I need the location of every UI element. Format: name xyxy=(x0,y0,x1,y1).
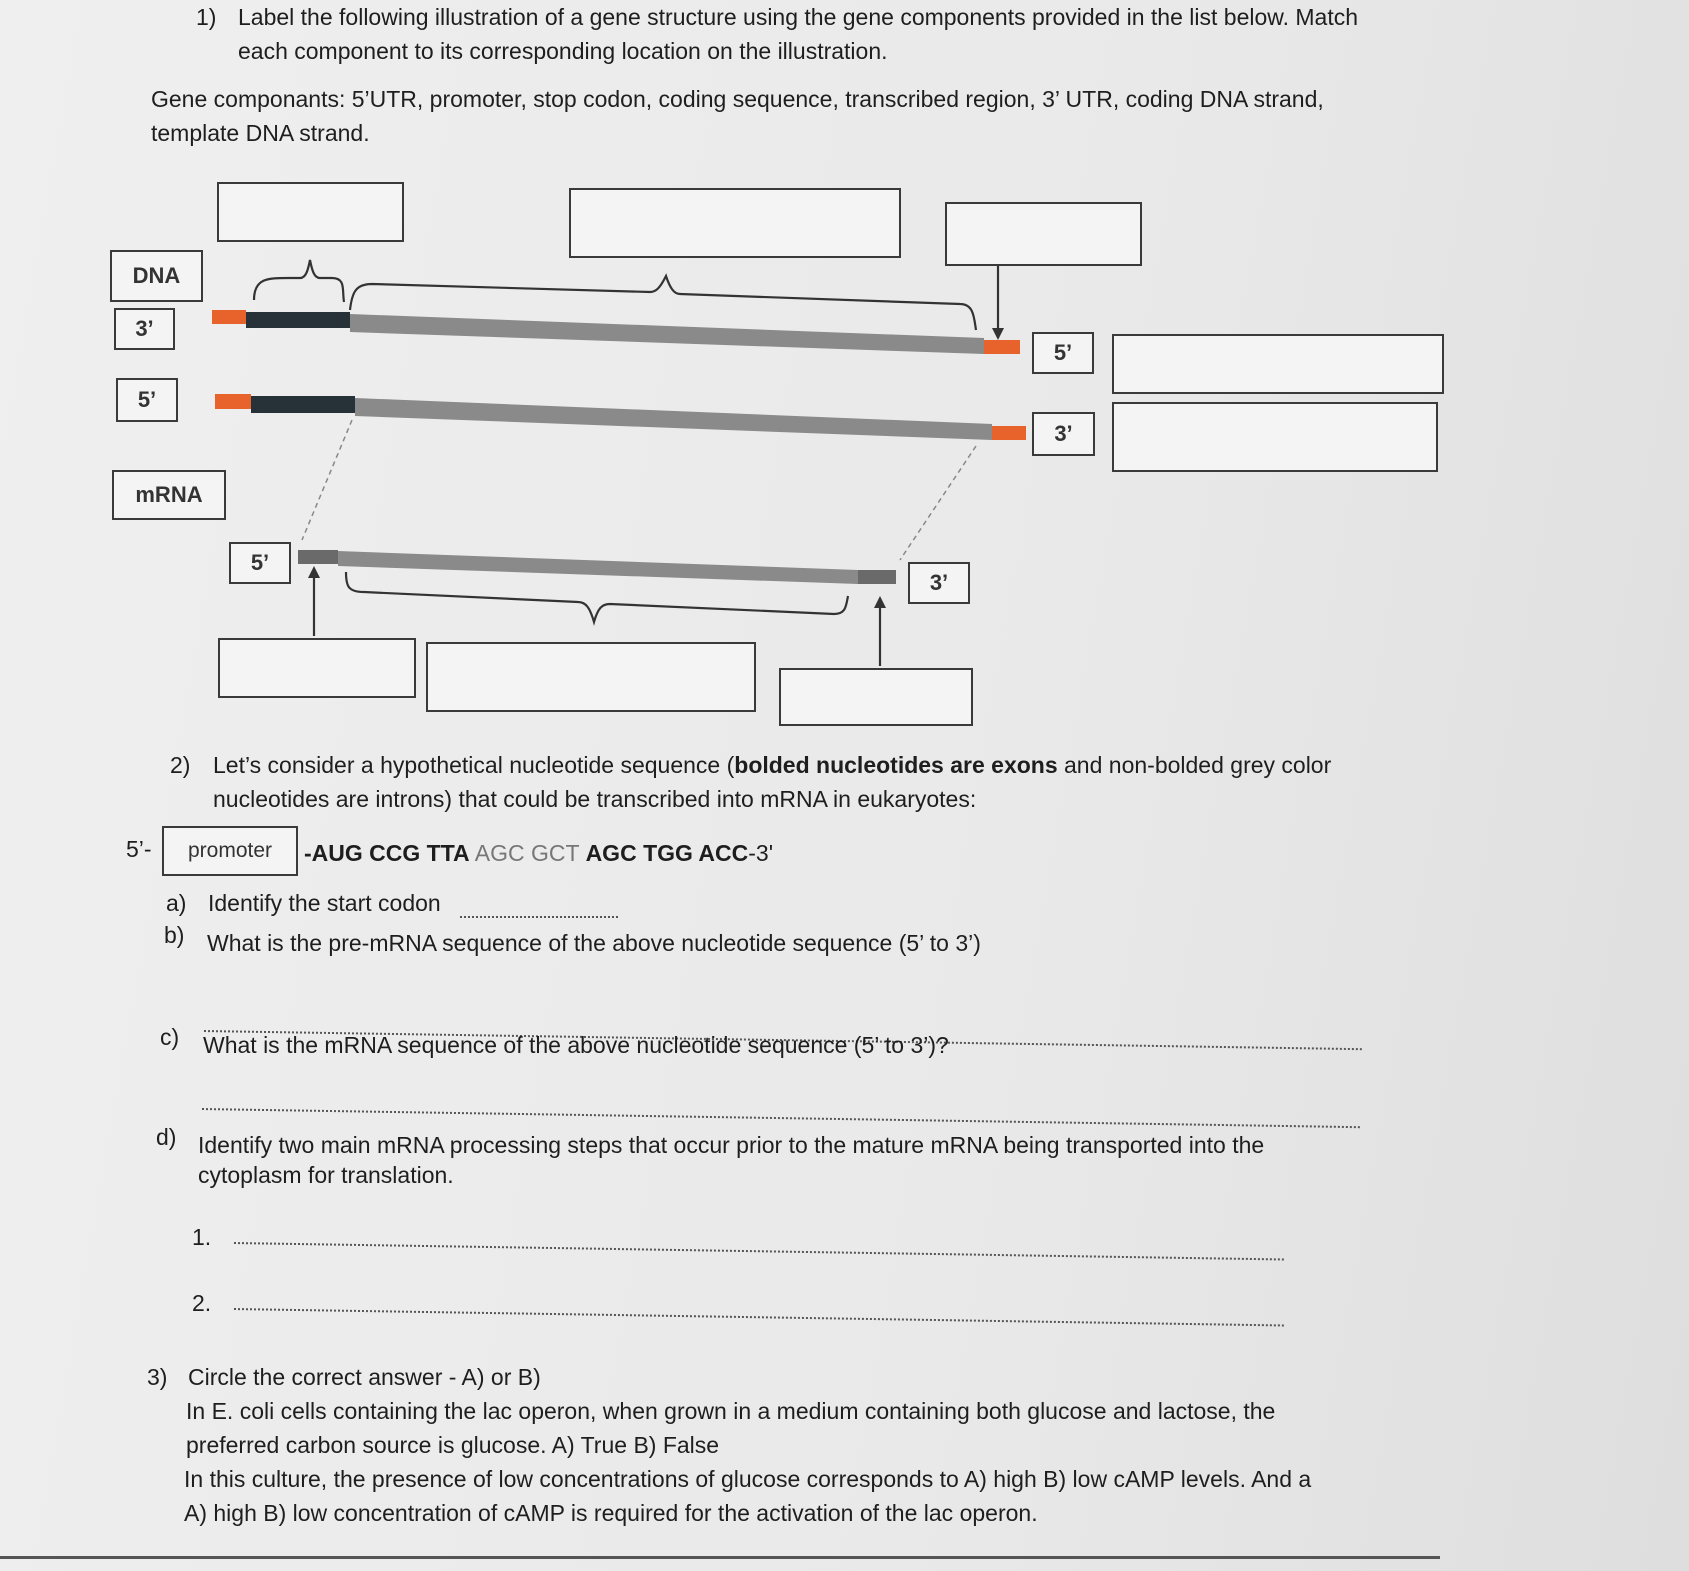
q3-line2: In E. coli cells containing the lac operon, when grown in a medium containing both glucose and lactose, the xyxy=(186,1398,1276,1424)
bottom-strand-left-utr xyxy=(215,394,251,409)
top-strand-body xyxy=(350,314,984,354)
bottom-strand-left-end: 5’ xyxy=(116,378,178,422)
right-up-arrow-head xyxy=(874,596,886,608)
gene-components-line2: template DNA strand. xyxy=(151,120,370,146)
q2d-text-line2: cytoplasm for translation. xyxy=(198,1162,454,1188)
q1-number: 1) xyxy=(196,4,217,30)
bottom-strand-right-end: 3’ xyxy=(1032,412,1095,456)
left-up-arrow-head xyxy=(308,566,320,578)
q2c-text: What is the mRNA sequence of the above nucleotide sequence (5’ to 3’)? xyxy=(203,1032,949,1058)
q2a-text: Identify the start codon xyxy=(208,890,441,916)
q2b-text: What is the pre-mRNA sequence of the above nucleotide sequence (5’ to 3’) xyxy=(207,930,981,956)
q2-intro-line2: nucleotides are introns) that could be transcribed into mRNA in eukaryotes: xyxy=(213,786,977,812)
q1-instruction-line2: each component to its corresponding location on the illustration. xyxy=(238,38,888,64)
page-bottom-rule xyxy=(0,1556,1440,1559)
q2b-label: b) xyxy=(164,922,185,948)
mrna-label: mRNA xyxy=(112,470,226,520)
mrna-body xyxy=(338,551,858,584)
left-guide-line xyxy=(302,420,352,540)
bottom-strand-promoter xyxy=(251,396,355,413)
top-strand-right-end: 5’ xyxy=(1032,332,1094,374)
top-strand-right-utr xyxy=(984,340,1020,354)
sequence-5prime: 5’- xyxy=(126,836,152,862)
mrna-3utr xyxy=(858,570,896,584)
q2d-label: d) xyxy=(156,1124,177,1150)
q2c-label: c) xyxy=(160,1024,180,1050)
bottom-strand-right-utr xyxy=(992,426,1026,440)
top-strand-left-end: 3’ xyxy=(114,308,175,350)
q2-number: 2) xyxy=(170,752,191,778)
gene-components-line1: Gene componants: 5’UTR, promoter, stop codon, coding sequence, transcribed region, 3’ UTR, coding DNA strand, xyxy=(151,86,1324,112)
bottom-strand-body xyxy=(355,398,992,440)
q2a-answer-line[interactable] xyxy=(460,916,618,918)
q2d-text-line1: Identify two main mRNA processing steps that occur prior to the mature mRNA being transported into the xyxy=(198,1132,1265,1158)
dna-label: DNA xyxy=(110,250,203,302)
promoter-brace xyxy=(254,260,344,302)
q2d-item2-label: 2. xyxy=(192,1290,212,1316)
top-arrow-head xyxy=(992,328,1004,340)
q1-instruction-line1: Label the following illustration of a gene structure using the gene components provided in the list below. Match xyxy=(238,4,1359,30)
q2a-label: a) xyxy=(166,890,187,916)
q3-line4: In this culture, the presence of low concentrations of glucose corresponds to A) high B) low cAMP levels. And a xyxy=(184,1466,1312,1492)
q2d-item1-label: 1. xyxy=(192,1224,212,1250)
mrna-5utr xyxy=(298,550,338,564)
top-strand-promoter xyxy=(246,312,350,328)
nucleotide-sequence: -AUG CCG TTA AGC GCT AGC TGG ACC-3' xyxy=(304,840,774,866)
q2-intro-line1: Let’s consider a hypothetical nucleotide sequence (bolded nucleotides are exons and non-bolded grey color xyxy=(213,752,1332,778)
q3-line1: Circle the correct answer - A) or B) xyxy=(188,1364,541,1390)
mrna-left-end: 5’ xyxy=(229,542,291,584)
q3-number: 3) xyxy=(147,1364,168,1390)
mrna-right-end: 3’ xyxy=(908,562,970,604)
q3-line3: preferred carbon source is glucose. A) True B) False xyxy=(186,1432,720,1458)
right-guide-line xyxy=(900,446,976,560)
top-strand-left-utr xyxy=(212,310,246,324)
q3-line5: A) high B) low concentration of cAMP is required for the activation of the lac operon. xyxy=(184,1500,1038,1526)
promoter-box: promoter xyxy=(162,826,298,876)
